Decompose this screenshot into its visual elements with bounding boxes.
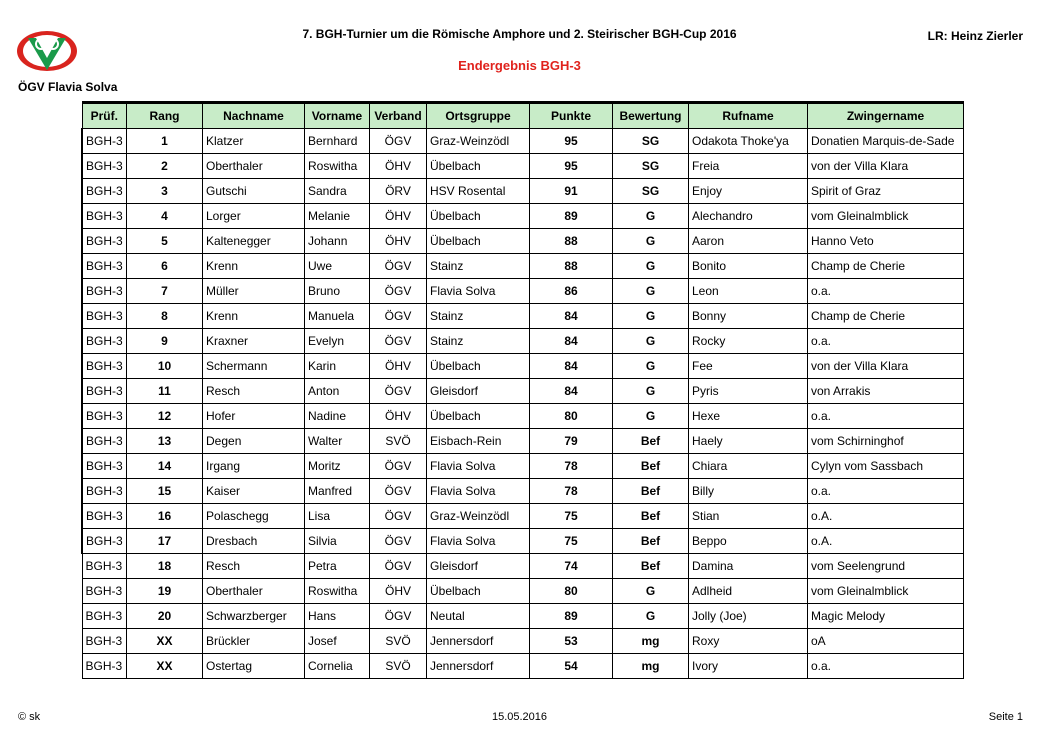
table-row — [82, 279, 964, 304]
ortsgruppe-cell: Graz-Weinzödl — [427, 129, 530, 154]
nachname-cell: Ostertag — [203, 654, 305, 679]
column-header: Prüf. — [82, 103, 127, 129]
bewertung-cell: G — [613, 379, 689, 404]
ortsgruppe-cell: Übelbach — [427, 579, 530, 604]
pruefung-cell: BGH-3 — [82, 179, 127, 204]
ortsgruppe-cell: Übelbach — [427, 404, 530, 429]
rang-cell: 20 — [127, 604, 203, 629]
ortsgruppe-cell: Flavia Solva — [427, 279, 530, 304]
rufname-cell: Haely — [689, 429, 808, 454]
punkte-cell: 89 — [530, 604, 613, 629]
pruefung-cell: BGH-3 — [82, 429, 127, 454]
verband-cell: ÖGV — [370, 129, 427, 154]
rufname-cell: Pyris — [689, 379, 808, 404]
vorname-cell: Lisa — [305, 504, 370, 529]
bewertung-cell: G — [613, 279, 689, 304]
bewertung-cell: G — [613, 604, 689, 629]
rang-cell: 17 — [127, 529, 203, 554]
ortsgruppe-cell: Gleisdorf — [427, 554, 530, 579]
column-header: Punkte — [530, 103, 613, 129]
nachname-cell: Dresbach — [203, 529, 305, 554]
zwingername-cell: Champ de Cherie — [808, 254, 964, 279]
nachname-cell: Irgang — [203, 454, 305, 479]
rang-cell: 11 — [127, 379, 203, 404]
vorname-cell: Josef — [305, 629, 370, 654]
results-table — [81, 101, 964, 679]
rang-cell: XX — [127, 629, 203, 654]
punkte-cell: 84 — [530, 329, 613, 354]
zwingername-cell: o.a. — [808, 654, 964, 679]
ortsgruppe-cell: Jennersdorf — [427, 629, 530, 654]
bewertung-cell: G — [613, 229, 689, 254]
rufname-cell: Ivory — [689, 654, 808, 679]
pruefung-cell: BGH-3 — [82, 154, 127, 179]
pruefung-cell: BGH-3 — [82, 379, 127, 404]
table-row — [82, 479, 964, 504]
ortsgruppe-cell: Übelbach — [427, 154, 530, 179]
nachname-cell: Lorger — [203, 204, 305, 229]
nachname-cell: Degen — [203, 429, 305, 454]
rang-cell: 15 — [127, 479, 203, 504]
club-name: ÖGV Flavia Solva — [18, 80, 118, 94]
rang-cell: 2 — [127, 154, 203, 179]
verband-cell: ÖHV — [370, 229, 427, 254]
pruefung-cell: BGH-3 — [82, 529, 127, 554]
pruefung-cell: BGH-3 — [82, 204, 127, 229]
pruefung-cell: BGH-3 — [82, 629, 127, 654]
punkte-cell: 95 — [530, 129, 613, 154]
rufname-cell: Beppo — [689, 529, 808, 554]
rufname-cell: Jolly (Joe) — [689, 604, 808, 629]
rufname-cell: Aaron — [689, 229, 808, 254]
table-row — [82, 229, 964, 254]
ortsgruppe-cell: Flavia Solva — [427, 454, 530, 479]
zwingername-cell: o.a. — [808, 479, 964, 504]
vorname-cell: Manuela — [305, 304, 370, 329]
table-row — [82, 454, 964, 479]
zwingername-cell: vom Schirninghof — [808, 429, 964, 454]
footer-copyright: © sk — [18, 711, 41, 723]
pruefung-cell: BGH-3 — [82, 479, 127, 504]
punkte-cell: 53 — [530, 629, 613, 654]
punkte-cell: 88 — [530, 254, 613, 279]
bewertung-cell: G — [613, 579, 689, 604]
nachname-cell: Brückler — [203, 629, 305, 654]
column-header: Nachname — [203, 103, 305, 129]
bewertung-cell: G — [613, 354, 689, 379]
rufname-cell: Leon — [689, 279, 808, 304]
verband-cell: ÖGV — [370, 329, 427, 354]
ortsgruppe-cell: Stainz — [427, 304, 530, 329]
nachname-cell: Krenn — [203, 254, 305, 279]
punkte-cell: 75 — [530, 529, 613, 554]
judge-label: LR: Heinz Zierler — [927, 29, 1023, 43]
bewertung-cell: mg — [613, 629, 689, 654]
rang-cell: XX — [127, 654, 203, 679]
pruefung-cell: BGH-3 — [82, 354, 127, 379]
ortsgruppe-cell: Gleisdorf — [427, 379, 530, 404]
zwingername-cell: Cylyn vom Sassbach — [808, 454, 964, 479]
rang-cell: 5 — [127, 229, 203, 254]
vorname-cell: Johann — [305, 229, 370, 254]
verband-cell: ÖHV — [370, 579, 427, 604]
ortsgruppe-cell: Eisbach-Rein — [427, 429, 530, 454]
footer-date: 15.05.2016 — [491, 711, 548, 723]
ortsgruppe-cell: Flavia Solva — [427, 479, 530, 504]
rang-cell: 19 — [127, 579, 203, 604]
zwingername-cell: o.a. — [808, 329, 964, 354]
table-row — [82, 379, 964, 404]
rang-cell: 18 — [127, 554, 203, 579]
table-row — [82, 604, 964, 629]
zwingername-cell: o.A. — [808, 504, 964, 529]
bewertung-cell: SG — [613, 129, 689, 154]
column-header: Rang — [127, 103, 203, 129]
verband-cell: ÖHV — [370, 404, 427, 429]
zwingername-cell: Donatien Marquis-de-Sade — [808, 129, 964, 154]
punkte-cell: 84 — [530, 304, 613, 329]
table-row — [82, 354, 964, 379]
punkte-cell: 80 — [530, 579, 613, 604]
table-row — [82, 504, 964, 529]
rufname-cell: Chiara — [689, 454, 808, 479]
zwingername-cell: oA — [808, 629, 964, 654]
ortsgruppe-cell: Neutal — [427, 604, 530, 629]
punkte-cell: 75 — [530, 504, 613, 529]
nachname-cell: Kaiser — [203, 479, 305, 504]
column-header: Ortsgruppe — [427, 103, 530, 129]
zwingername-cell: vom Gleinalmblick — [808, 204, 964, 229]
verband-cell: ÖGV — [370, 554, 427, 579]
rang-cell: 12 — [127, 404, 203, 429]
column-header: Zwingername — [808, 103, 964, 129]
vorname-cell: Moritz — [305, 454, 370, 479]
rufname-cell: Damina — [689, 554, 808, 579]
rufname-cell: Enjoy — [689, 179, 808, 204]
bewertung-cell: Bef — [613, 429, 689, 454]
table-row — [82, 179, 964, 204]
ortsgruppe-cell: Jennersdorf — [427, 654, 530, 679]
punkte-cell: 84 — [530, 354, 613, 379]
pruefung-cell: BGH-3 — [82, 554, 127, 579]
verband-cell: ÖHV — [370, 354, 427, 379]
punkte-cell: 88 — [530, 229, 613, 254]
pruefung-cell: BGH-3 — [82, 329, 127, 354]
vorname-cell: Anton — [305, 379, 370, 404]
rufname-cell: Hexe — [689, 404, 808, 429]
punkte-cell: 84 — [530, 379, 613, 404]
zwingername-cell: vom Seelengrund — [808, 554, 964, 579]
table-header-row — [82, 103, 964, 129]
pruefung-cell: BGH-3 — [82, 454, 127, 479]
table-body — [82, 129, 964, 679]
bewertung-cell: G — [613, 204, 689, 229]
verband-cell: ÖGV — [370, 479, 427, 504]
zwingername-cell: Spirit of Graz — [808, 179, 964, 204]
punkte-cell: 80 — [530, 404, 613, 429]
table-row — [82, 254, 964, 279]
nachname-cell: Krenn — [203, 304, 305, 329]
pruefung-cell: BGH-3 — [82, 604, 127, 629]
verband-cell: ÖHV — [370, 204, 427, 229]
bewertung-cell: Bef — [613, 504, 689, 529]
bewertung-cell: mg — [613, 654, 689, 679]
verband-cell: ÖGV — [370, 304, 427, 329]
rufname-cell: Alechandro — [689, 204, 808, 229]
punkte-cell: 78 — [530, 454, 613, 479]
punkte-cell: 54 — [530, 654, 613, 679]
vorname-cell: Evelyn — [305, 329, 370, 354]
verband-cell: ÖGV — [370, 379, 427, 404]
page-subtitle: Endergebnis BGH-3 — [458, 58, 581, 73]
table-row — [82, 404, 964, 429]
verband-cell: ÖRV — [370, 179, 427, 204]
pruefung-cell: BGH-3 — [82, 504, 127, 529]
rang-cell: 9 — [127, 329, 203, 354]
bewertung-cell: SG — [613, 179, 689, 204]
vorname-cell: Silvia — [305, 529, 370, 554]
page-title: 7. BGH-Turnier um die Römische Amphore und 2. Steirischer BGH-Cup 2016 — [302, 27, 737, 41]
vorname-cell: Roswitha — [305, 154, 370, 179]
verband-cell: ÖHV — [370, 154, 427, 179]
ortsgruppe-cell: Graz-Weinzödl — [427, 504, 530, 529]
vorname-cell: Bernhard — [305, 129, 370, 154]
nachname-cell: Schwarzberger — [203, 604, 305, 629]
verband-cell: SVÖ — [370, 654, 427, 679]
table-row — [82, 204, 964, 229]
column-header: Rufname — [689, 103, 808, 129]
rufname-cell: Billy — [689, 479, 808, 504]
column-header: Verband — [370, 103, 427, 129]
table-row — [82, 154, 964, 179]
vorname-cell: Petra — [305, 554, 370, 579]
vorname-cell: Bruno — [305, 279, 370, 304]
punkte-cell: 91 — [530, 179, 613, 204]
bewertung-cell: Bef — [613, 454, 689, 479]
zwingername-cell: Hanno Veto — [808, 229, 964, 254]
ortsgruppe-cell: HSV Rosental — [427, 179, 530, 204]
rang-cell: 4 — [127, 204, 203, 229]
verband-cell: SVÖ — [370, 629, 427, 654]
punkte-cell: 89 — [530, 204, 613, 229]
rang-cell: 3 — [127, 179, 203, 204]
table-row — [82, 579, 964, 604]
punkte-cell: 95 — [530, 154, 613, 179]
ortsgruppe-cell: Flavia Solva — [427, 529, 530, 554]
vorname-cell: Manfred — [305, 479, 370, 504]
table-row — [82, 304, 964, 329]
nachname-cell: Oberthaler — [203, 579, 305, 604]
rang-cell: 16 — [127, 504, 203, 529]
column-header: Vorname — [305, 103, 370, 129]
nachname-cell: Polaschegg — [203, 504, 305, 529]
rang-cell: 13 — [127, 429, 203, 454]
vorname-cell: Sandra — [305, 179, 370, 204]
table-row — [82, 554, 964, 579]
table-row — [82, 129, 964, 154]
rufname-cell: Freia — [689, 154, 808, 179]
vorname-cell: Roswitha — [305, 579, 370, 604]
bewertung-cell: G — [613, 329, 689, 354]
zwingername-cell: Champ de Cherie — [808, 304, 964, 329]
bewertung-cell: SG — [613, 154, 689, 179]
bewertung-cell: G — [613, 404, 689, 429]
ortsgruppe-cell: Übelbach — [427, 229, 530, 254]
rufname-cell: Adlheid — [689, 579, 808, 604]
nachname-cell: Gutschi — [203, 179, 305, 204]
zwingername-cell: Magic Melody — [808, 604, 964, 629]
zwingername-cell: o.a. — [808, 404, 964, 429]
punkte-cell: 74 — [530, 554, 613, 579]
rang-cell: 1 — [127, 129, 203, 154]
rufname-cell: Bonny — [689, 304, 808, 329]
punkte-cell: 78 — [530, 479, 613, 504]
table-row — [82, 629, 964, 654]
ortsgruppe-cell: Stainz — [427, 254, 530, 279]
vorname-cell: Karin — [305, 354, 370, 379]
nachname-cell: Kaltenegger — [203, 229, 305, 254]
pruefung-cell: BGH-3 — [82, 129, 127, 154]
rang-cell: 7 — [127, 279, 203, 304]
zwingername-cell: von Arrakis — [808, 379, 964, 404]
pruefung-cell: BGH-3 — [82, 279, 127, 304]
bewertung-cell: G — [613, 254, 689, 279]
pruefung-cell: BGH-3 — [82, 404, 127, 429]
rufname-cell: Rocky — [689, 329, 808, 354]
table-row — [82, 529, 964, 554]
verband-cell: ÖGV — [370, 604, 427, 629]
nachname-cell: Resch — [203, 554, 305, 579]
vorname-cell: Nadine — [305, 404, 370, 429]
bewertung-cell: Bef — [613, 529, 689, 554]
punkte-cell: 79 — [530, 429, 613, 454]
footer-page-number: Seite 1 — [988, 711, 1023, 723]
vorname-cell: Cornelia — [305, 654, 370, 679]
zwingername-cell: o.a. — [808, 279, 964, 304]
column-header: Bewertung — [613, 103, 689, 129]
ortsgruppe-cell: Übelbach — [427, 354, 530, 379]
vorname-cell: Melanie — [305, 204, 370, 229]
zwingername-cell: von der Villa Klara — [808, 354, 964, 379]
table-row — [82, 329, 964, 354]
verband-cell: SVÖ — [370, 429, 427, 454]
verband-cell: ÖGV — [370, 529, 427, 554]
nachname-cell: Resch — [203, 379, 305, 404]
vorname-cell: Walter — [305, 429, 370, 454]
rang-cell: 6 — [127, 254, 203, 279]
pruefung-cell: BGH-3 — [82, 579, 127, 604]
rufname-cell: Fee — [689, 354, 808, 379]
rang-cell: 8 — [127, 304, 203, 329]
nachname-cell: Kraxner — [203, 329, 305, 354]
ortsgruppe-cell: Übelbach — [427, 204, 530, 229]
zwingername-cell: vom Gleinalmblick — [808, 579, 964, 604]
rang-cell: 10 — [127, 354, 203, 379]
nachname-cell: Oberthaler — [203, 154, 305, 179]
verband-cell: ÖGV — [370, 254, 427, 279]
vorname-cell: Uwe — [305, 254, 370, 279]
zwingername-cell: o.A. — [808, 529, 964, 554]
pruefung-cell: BGH-3 — [82, 304, 127, 329]
nachname-cell: Hofer — [203, 404, 305, 429]
pruefung-cell: BGH-3 — [82, 229, 127, 254]
nachname-cell: Schermann — [203, 354, 305, 379]
rufname-cell: Stian — [689, 504, 808, 529]
nachname-cell: Klatzer — [203, 129, 305, 154]
rufname-cell: Roxy — [689, 629, 808, 654]
vorname-cell: Hans — [305, 604, 370, 629]
zwingername-cell: von der Villa Klara — [808, 154, 964, 179]
rufname-cell: Bonito — [689, 254, 808, 279]
bewertung-cell: G — [613, 304, 689, 329]
pruefung-cell: BGH-3 — [82, 654, 127, 679]
verband-cell: ÖGV — [370, 454, 427, 479]
nachname-cell: Müller — [203, 279, 305, 304]
rang-cell: 14 — [127, 454, 203, 479]
bewertung-cell: Bef — [613, 554, 689, 579]
pruefung-cell: BGH-3 — [82, 254, 127, 279]
bewertung-cell: Bef — [613, 479, 689, 504]
table-row — [82, 654, 964, 679]
table-row — [82, 429, 964, 454]
ortsgruppe-cell: Stainz — [427, 329, 530, 354]
rufname-cell: Odakota Thoke'ya — [689, 129, 808, 154]
punkte-cell: 86 — [530, 279, 613, 304]
verband-cell: ÖGV — [370, 504, 427, 529]
verband-cell: ÖGV — [370, 279, 427, 304]
